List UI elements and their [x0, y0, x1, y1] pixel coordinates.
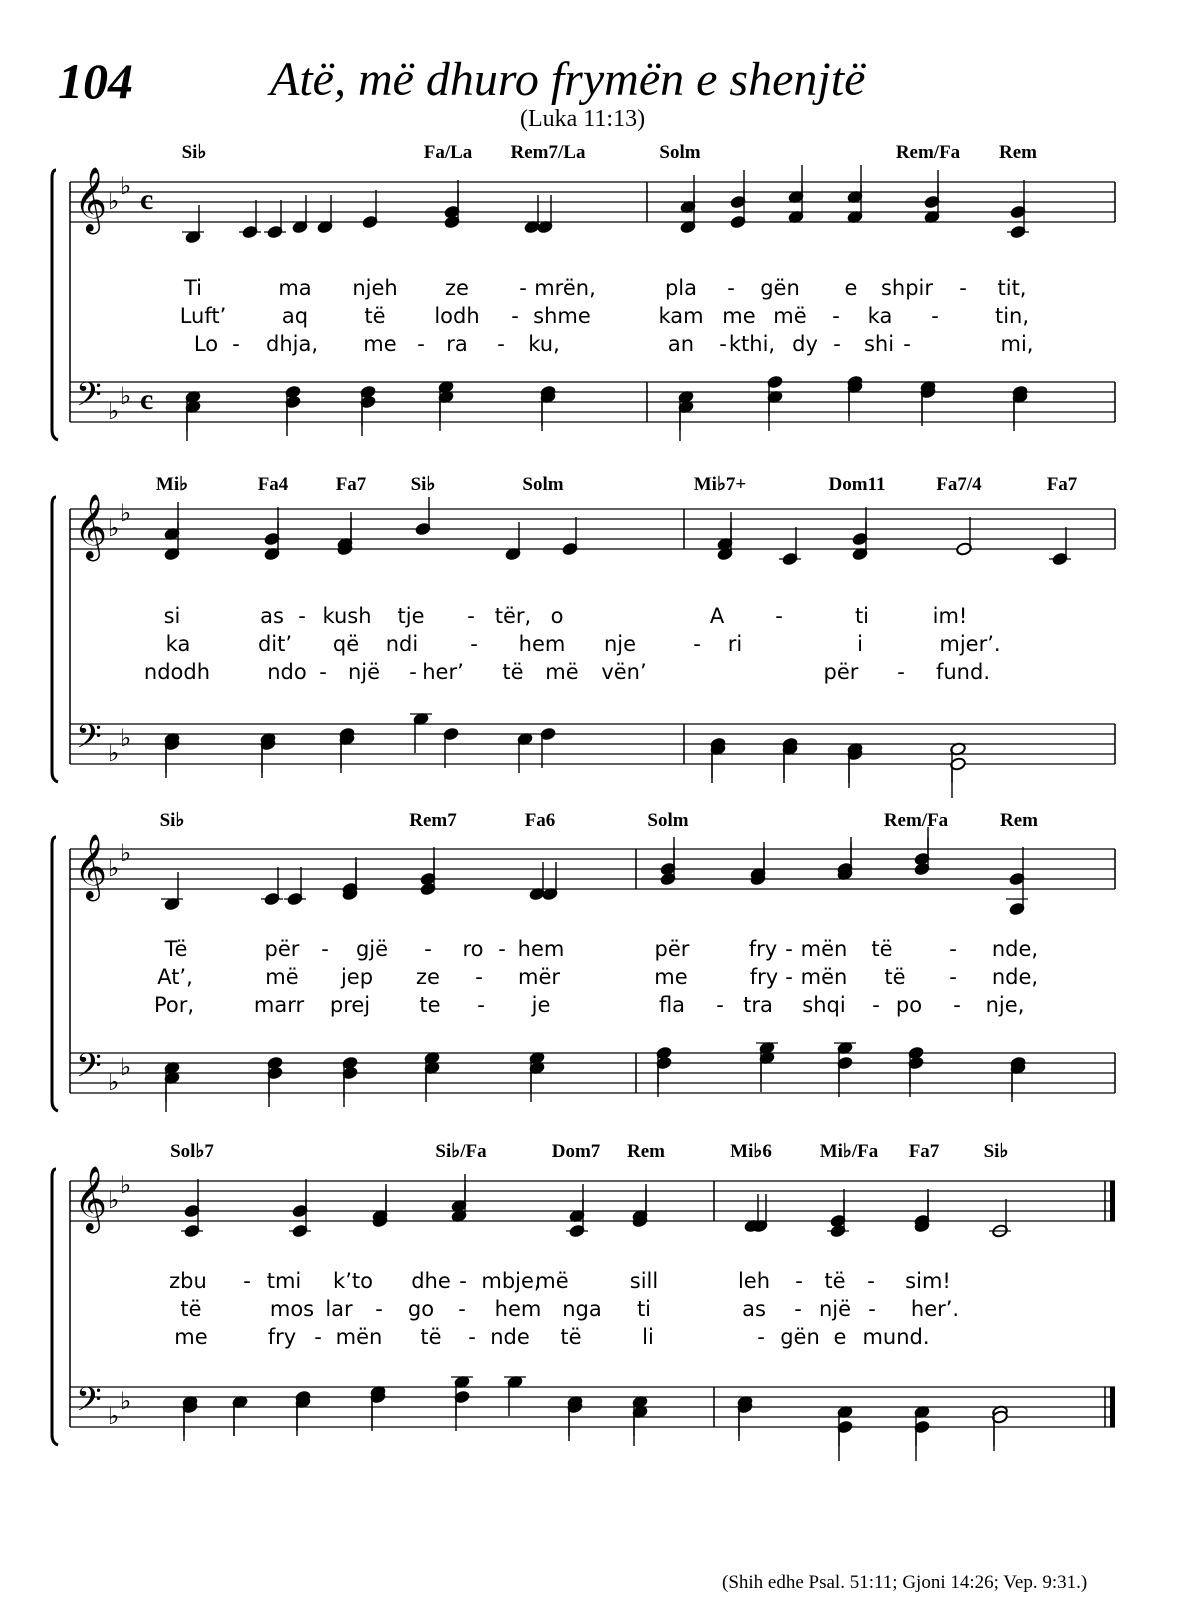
lyric-syllable: tmi — [266, 1269, 302, 1293]
lyric-syllable: hem — [494, 1297, 542, 1321]
chord-symbol: Rem — [627, 1141, 665, 1162]
lyric-syllable: nde — [490, 1325, 530, 1349]
lyric-syllable: dit’ — [257, 632, 293, 656]
hymn-number: 104 — [58, 53, 133, 109]
system-bracket — [52, 170, 58, 440]
system-1 — [52, 142, 1115, 441]
lyric-syllable: dhja, — [265, 332, 319, 356]
lyric-syllable: - — [475, 965, 483, 989]
lyric-syllable: ndi — [385, 632, 419, 656]
lyric-syllable: - — [467, 604, 475, 628]
lyric-syllable: o — [550, 604, 564, 628]
flat-icon: ♭ — [108, 514, 120, 542]
lyric-syllable: i — [857, 632, 863, 656]
lyric-syllable: shi — [863, 332, 895, 356]
lyric-syllable: kam — [658, 304, 704, 328]
bass-staff — [70, 712, 1115, 798]
treble-clef-icon: 𝄞 — [74, 1166, 108, 1231]
lyric-syllable: ze — [416, 965, 440, 989]
chord-symbol: Mi♭ — [155, 474, 189, 495]
lyric-syllable: ndo — [267, 660, 307, 684]
final-barline-thick — [1110, 1387, 1115, 1427]
lyric-syllable: që — [332, 632, 360, 656]
lyric-syllable: të — [502, 660, 524, 684]
lyric-syllable: pla — [664, 276, 698, 300]
lyric-syllable: tin, — [994, 304, 1030, 328]
treble-staff — [70, 1166, 1115, 1238]
lyric-syllable: tra — [743, 993, 773, 1017]
lyric-syllable: ri — [727, 632, 743, 656]
lyric-syllable: mund. — [862, 1325, 930, 1349]
lyric-syllable: Lo — [193, 332, 219, 356]
lyric-syllable: një — [347, 660, 381, 684]
scripture-reference: (Luka 11:13) — [520, 106, 646, 132]
lyric-syllable: mën — [335, 1325, 383, 1349]
bass-staff — [70, 1375, 1115, 1461]
bass-clef-icon: 𝄢 — [76, 1381, 102, 1427]
lyric-syllable: me — [722, 304, 756, 328]
lyric-syllable: të — [560, 1325, 582, 1349]
lyric-syllable: zbu — [169, 1269, 207, 1293]
system-bracket — [52, 497, 58, 782]
system-3 — [52, 810, 1115, 1112]
lyric-syllable: mrën, — [534, 276, 596, 300]
lyric-syllable: me — [363, 332, 397, 356]
lyric-syllable: prej — [329, 993, 371, 1017]
chord-symbol: Rem7 — [409, 810, 457, 831]
lyric-syllable: - — [519, 276, 527, 300]
lyric-syllable: - — [775, 604, 783, 628]
chord-symbol: Rem7/La — [510, 142, 586, 163]
flat-icon: ♭ — [108, 739, 120, 767]
chord-symbol: Fa7 — [1046, 474, 1078, 495]
flat-icon: ♭ — [120, 1387, 132, 1415]
lyric-syllable: hem — [517, 937, 565, 961]
flat-icon: ♭ — [108, 854, 120, 882]
lyric-syllable: - — [949, 965, 957, 989]
lyric-syllable: më — [545, 660, 579, 684]
chord-symbol: Rem/Fa — [883, 810, 949, 831]
lyric-syllable: At’, — [157, 965, 193, 989]
lyric-syllable: hem — [518, 632, 566, 656]
lyric-syllable: - — [719, 332, 727, 356]
chord-symbol: Fa7 — [908, 1141, 940, 1162]
lyric-syllable: fla — [658, 993, 686, 1017]
bass-clef-icon: 𝄢 — [76, 718, 102, 764]
lyric-syllable: - — [693, 632, 701, 656]
lyric-syllable: marr — [253, 993, 305, 1017]
chord-symbol: Mi♭6 — [730, 1141, 772, 1162]
final-barline-thick — [1110, 1181, 1115, 1221]
bass-staff — [70, 375, 1115, 441]
lyric-syllable: - — [417, 332, 425, 356]
lyric-syllable: mën — [800, 937, 848, 961]
lyric-syllable: e — [833, 1325, 847, 1349]
flat-icon: ♭ — [108, 397, 120, 425]
lyric-syllable: - — [959, 276, 967, 300]
lyric-syllable: - — [477, 993, 485, 1017]
lyric-syllable: për — [264, 937, 300, 961]
chord-symbol: Solm — [647, 810, 689, 831]
lyric-syllable: nde, — [991, 965, 1039, 989]
lyric-syllable: shqi — [802, 993, 846, 1017]
lyric-syllable: A — [709, 604, 725, 628]
chord-symbol: Rem — [999, 142, 1037, 163]
lyric-syllable: nje — [603, 632, 637, 656]
chord-symbol: Mi♭7+ — [693, 474, 747, 495]
lyric-syllable: ndodh — [143, 660, 211, 684]
lyric-syllable: - — [795, 1269, 803, 1293]
chord-symbol: Fa7 — [335, 474, 367, 495]
common-time-icon: c — [140, 183, 154, 216]
flat-icon: ♭ — [108, 187, 120, 215]
lyric-syllable: mi, — [1000, 332, 1034, 356]
lyric-syllable: dy — [792, 332, 818, 356]
lyric-syllable: me — [654, 965, 688, 989]
flat-icon: ♭ — [108, 1068, 120, 1096]
common-time-icon: c — [140, 383, 154, 416]
lyric-syllable: ze — [445, 276, 469, 300]
lyric-syllable: as — [260, 604, 284, 628]
lyric-syllable: ka — [867, 304, 893, 328]
chord-symbol: Solm — [659, 142, 701, 163]
lyric-syllable: tit, — [997, 276, 1027, 300]
chord-symbol: Si♭ — [181, 142, 207, 163]
system-bracket — [52, 837, 58, 1111]
lyric-syllable: mos — [269, 1297, 315, 1321]
lyric-syllable: jep — [340, 965, 374, 989]
chord-symbol: Dom11 — [828, 474, 886, 495]
lyric-syllable: tër, — [494, 604, 532, 628]
lyric-syllable: - — [409, 660, 417, 684]
bass-clef-icon: 𝄢 — [76, 376, 102, 422]
lyric-syllable: gën — [780, 1325, 820, 1349]
lyric-syllable: për — [823, 660, 859, 684]
lyric-syllable: për — [654, 937, 690, 961]
system-4 — [52, 1141, 1115, 1461]
flat-icon: ♭ — [120, 499, 132, 527]
flat-icon: ♭ — [108, 1402, 120, 1430]
lyric-syllable: Ti — [183, 276, 203, 300]
lyric-syllable: gjë — [355, 937, 389, 961]
lyric-syllable: Por, — [153, 993, 195, 1017]
flat-icon: ♭ — [120, 382, 132, 410]
lyric-syllable: - — [232, 332, 240, 356]
chord-symbol: Si♭ — [983, 1141, 1009, 1162]
lyric-syllable: ka — [165, 632, 191, 656]
chord-symbol: Fa6 — [524, 810, 556, 831]
lyric-syllable: fund. — [935, 660, 991, 684]
lyric-syllable: dhe — [411, 1269, 451, 1293]
lyric-syllable: tje — [397, 604, 425, 628]
lyric-syllable: të — [180, 1297, 202, 1321]
chord-symbol: Si♭ — [159, 810, 185, 831]
lyric-syllable: të — [420, 1325, 442, 1349]
lyric-syllable: - — [867, 1269, 875, 1293]
lyric-syllable: her’ — [422, 660, 464, 684]
lyric-syllable: mjer’. — [939, 632, 1001, 656]
lyric-syllable: lar — [325, 1297, 353, 1321]
lyric-syllable: si — [163, 604, 181, 628]
lyric-syllable: shpir — [880, 276, 934, 300]
treble-staff — [70, 827, 1115, 916]
lyric-syllable: - — [468, 1325, 476, 1349]
chord-symbol: Si♭ — [410, 474, 436, 495]
lyric-syllable: te — [419, 993, 441, 1017]
lyric-syllable: - — [832, 304, 840, 328]
bass-staff — [70, 1041, 1115, 1112]
lyric-syllable: sim! — [905, 1269, 951, 1293]
hymn-title: Atë, më dhuro frymën e shenjtë — [270, 53, 866, 106]
lyric-syllable: k’to — [333, 1269, 373, 1293]
lyric-syllable: go — [407, 1297, 435, 1321]
chord-symbol: Solm — [522, 474, 564, 495]
lyric-syllable: ti — [636, 1297, 652, 1321]
lyric-syllable: Të — [164, 937, 188, 961]
lyric-syllable: - — [897, 660, 905, 684]
lyric-syllable: të — [884, 965, 906, 989]
chord-symbol: Si♭/Fa — [435, 1141, 487, 1162]
lyric-syllable: me — [174, 1325, 208, 1349]
flat-icon: ♭ — [120, 724, 132, 752]
flat-icon: ♭ — [120, 1171, 132, 1199]
lyric-syllable: të — [871, 937, 893, 961]
lyric-syllable: mër — [517, 965, 561, 989]
footnote-references: (Shih edhe Psal. 51:11; Gjoni 14:26; Vep. 9:31.) — [722, 1572, 1088, 1593]
lyric-syllable: ro — [462, 937, 484, 961]
chord-symbol: Rem/Fa — [895, 142, 961, 163]
lyric-syllable: - — [424, 937, 432, 961]
lyric-syllable: - — [931, 304, 939, 328]
lyric-syllable: vën’ — [601, 660, 647, 684]
lyric-syllable: - — [470, 632, 478, 656]
lyric-syllable: - — [298, 604, 306, 628]
lyric-syllable: - — [757, 1325, 765, 1349]
lyric-syllable: më — [265, 965, 299, 989]
lyric-syllable: im! — [932, 604, 968, 628]
treble-staff — [70, 494, 1115, 566]
lyric-syllable: - — [716, 993, 724, 1017]
lyric-syllable: sill — [629, 1269, 659, 1293]
lyric-syllable: as — [742, 1297, 766, 1321]
lyric-syllable: të — [364, 304, 386, 328]
lyric-syllable: - — [953, 993, 961, 1017]
lyric-syllable: - — [458, 1297, 466, 1321]
lyric-syllable: kthi, — [728, 332, 776, 356]
flat-icon: ♭ — [120, 172, 132, 200]
chord-symbol: Fa7/4 — [936, 474, 982, 495]
treble-staff — [70, 165, 1115, 244]
lyric-syllable: - — [498, 937, 506, 961]
lyric-syllable: fry — [749, 965, 779, 989]
lyric-syllable: her’. — [910, 1297, 960, 1321]
lyric-syllable: po — [895, 993, 923, 1017]
lyric-syllable: fry — [748, 937, 778, 961]
lyric-syllable: ra — [446, 332, 468, 356]
lyric-syllable: - — [321, 937, 329, 961]
lyric-syllable: Luft’ — [179, 304, 227, 328]
bass-clef-icon: 𝄢 — [76, 1047, 102, 1093]
lyric-syllable: mbje, — [481, 1269, 541, 1293]
lyric-syllable: leh — [737, 1269, 771, 1293]
lyric-syllable: - — [868, 1297, 876, 1321]
lyric-syllable: një — [818, 1297, 852, 1321]
flat-icon: ♭ — [108, 1186, 120, 1214]
lyric-syllable: - — [497, 332, 505, 356]
lyric-syllable: - — [785, 937, 793, 961]
chord-symbol: Rem — [1000, 810, 1038, 831]
lyric-syllable: njeh — [352, 276, 398, 300]
treble-clef-icon: 𝄞 — [74, 494, 108, 559]
lyric-syllable: li — [642, 1325, 654, 1349]
lyric-syllable: - — [511, 304, 519, 328]
flat-icon: ♭ — [120, 839, 132, 867]
lyric-syllable: - — [785, 965, 793, 989]
lyric-syllable: - — [314, 1325, 322, 1349]
lyric-syllable: - — [833, 332, 841, 356]
chord-symbol: Mi♭/Fa — [819, 1141, 879, 1162]
lyric-syllable: aq — [281, 304, 309, 328]
lyric-syllable: ti — [854, 604, 870, 628]
lyric-syllable: fry — [267, 1325, 297, 1349]
lyric-syllable: an — [667, 332, 695, 356]
lyric-syllable: je — [531, 993, 551, 1017]
lyric-syllable: - — [949, 937, 957, 961]
chord-symbol: Fa/La — [423, 142, 473, 163]
system-2 — [52, 474, 1115, 798]
chord-symbol: Sol♭7 — [170, 1141, 214, 1162]
lyric-syllable: të — [824, 1269, 846, 1293]
lyric-syllable: nga — [562, 1297, 602, 1321]
lyric-syllable: - — [872, 993, 880, 1017]
lyric-syllable: - — [243, 1269, 251, 1293]
chord-symbol: Dom7 — [551, 1141, 601, 1162]
lyric-syllable: - — [903, 332, 911, 356]
lyric-syllable: shme — [533, 304, 591, 328]
lyric-syllable: kush — [322, 604, 372, 628]
lyric-syllable: më — [773, 304, 807, 328]
system-bracket — [52, 1169, 58, 1445]
lyric-syllable: - — [319, 660, 327, 684]
lyric-syllable: nje, — [985, 993, 1025, 1017]
lyric-syllable: - — [375, 1297, 383, 1321]
lyric-syllable: e — [844, 276, 858, 300]
lyric-syllable: - — [794, 1297, 802, 1321]
treble-clef-icon: 𝄞 — [74, 167, 108, 232]
lyric-syllable: ma — [278, 276, 312, 300]
chord-symbol: Fa4 — [257, 474, 289, 495]
flat-icon: ♭ — [120, 1053, 132, 1081]
lyric-syllable: mën — [800, 965, 848, 989]
lyric-syllable: nde, — [991, 937, 1039, 961]
lyric-syllable: ku, — [528, 332, 560, 356]
lyric-syllable: - — [459, 1269, 467, 1293]
treble-clef-icon: 𝄞 — [74, 834, 108, 899]
lyric-syllable: lodh — [434, 304, 480, 328]
lyric-syllable: më — [535, 1269, 569, 1293]
lyric-syllable: - — [727, 276, 735, 300]
lyric-syllable: gën — [760, 276, 800, 300]
